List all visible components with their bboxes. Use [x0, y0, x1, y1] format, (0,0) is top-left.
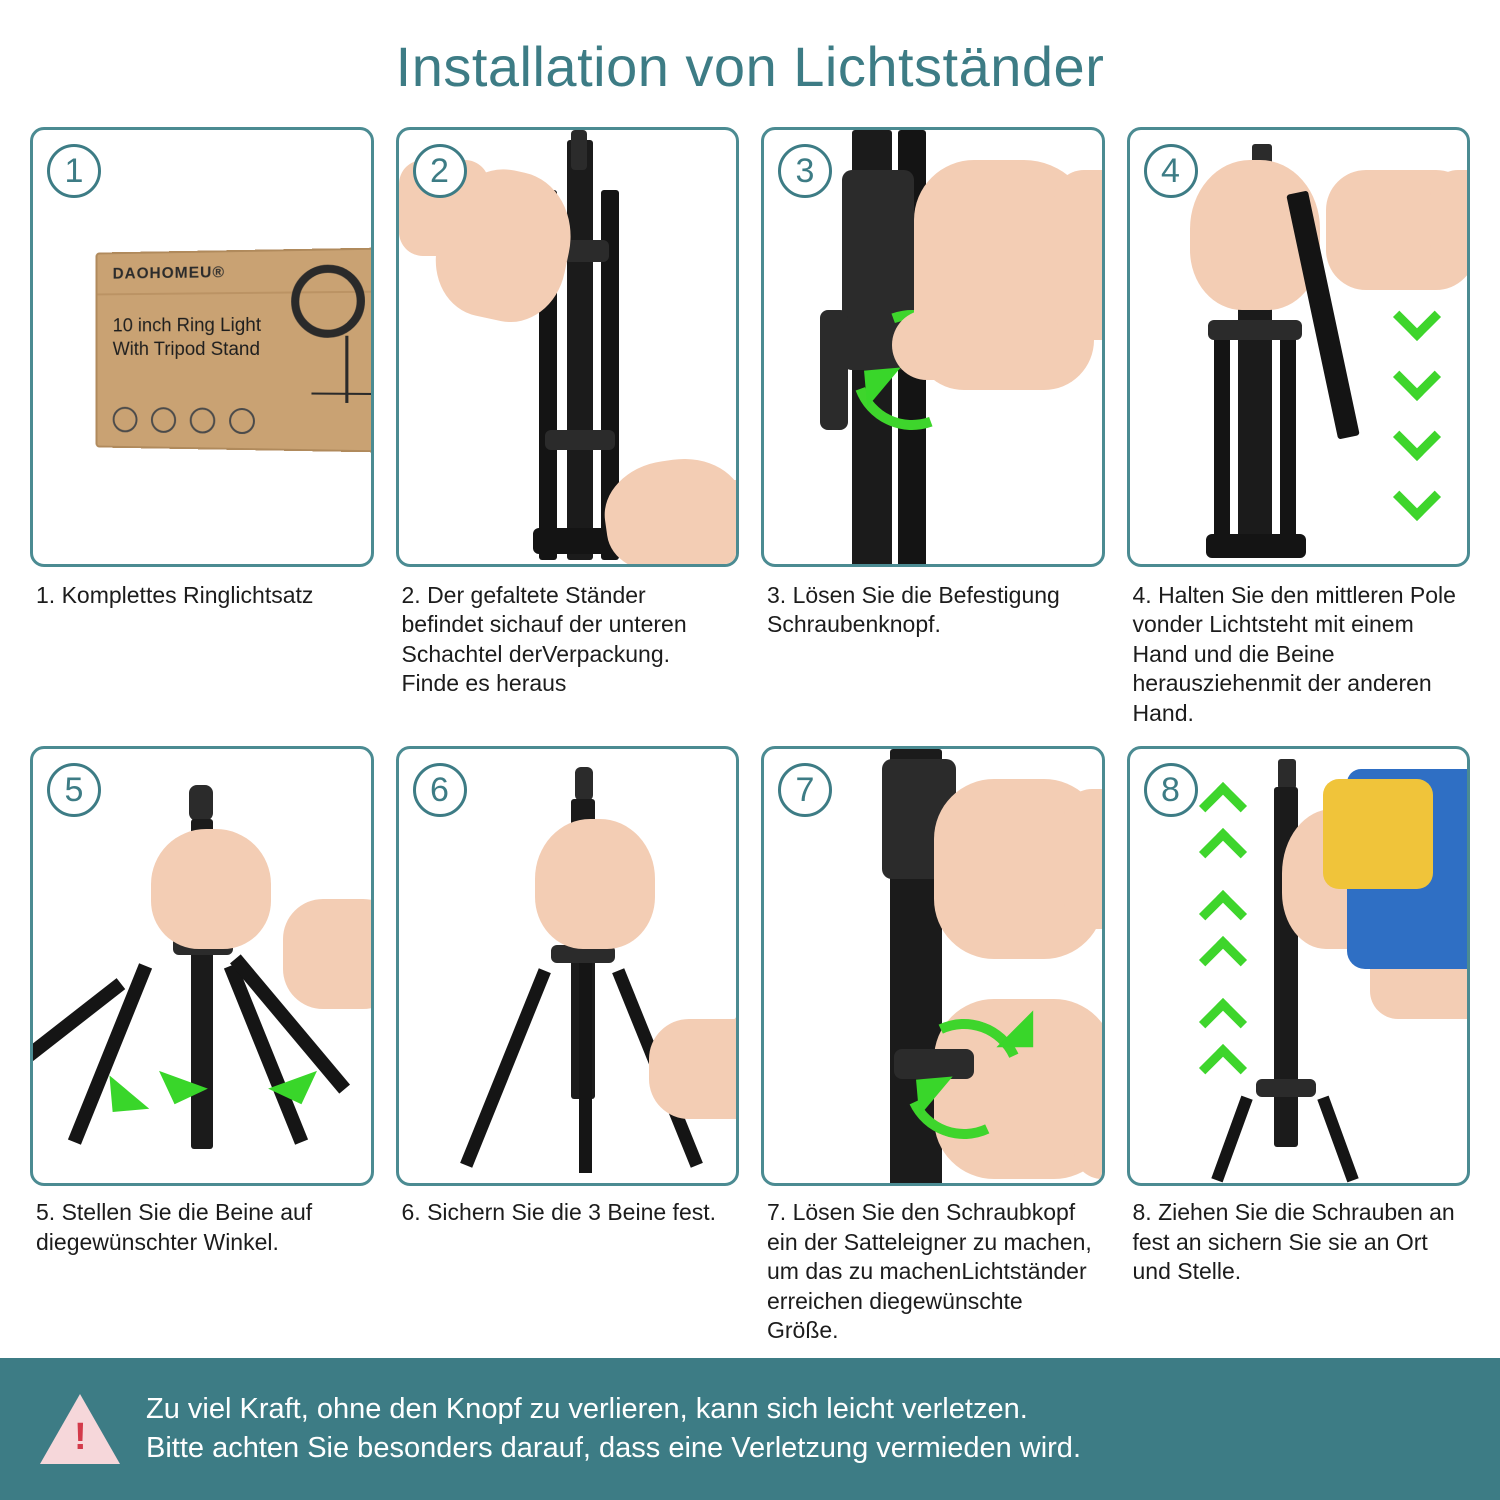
down-chevron-icon: [1392, 473, 1440, 521]
page-title: Installation von Lichtständer: [395, 35, 1105, 98]
step-caption-4: 4. Halten Sie den mittleren Pole vonder Lichtsteht mit einem Hand und die Beine herausziehenmit der anderen Hand.: [1132, 582, 1456, 726]
step-illustration-4: [1127, 127, 1471, 567]
hand-holding-column: [151, 829, 271, 949]
forearm-lower: [699, 480, 740, 567]
feature-icon-colors: [113, 407, 138, 433]
step-illustration-6: [396, 746, 740, 1186]
up-chevron-icon: [1198, 782, 1246, 830]
step-illustration-3: [761, 127, 1105, 567]
tripod-foot-plate: [1206, 534, 1306, 558]
tripod-collar: [1208, 320, 1302, 340]
down-chevron-icon: [1392, 353, 1440, 401]
step-number-badge: 8: [1144, 763, 1198, 817]
warning-bar: [0, 1358, 1500, 1500]
tripod-leg-center: [579, 963, 592, 1173]
forearm-upper: [1064, 789, 1105, 929]
step-number-badge: 7: [778, 763, 832, 817]
forearm: [1054, 170, 1105, 340]
tripod-column: [567, 140, 593, 560]
tripod-leg-left: [1214, 330, 1230, 556]
step-card-1: [30, 127, 374, 728]
tripod-leg-left: [1211, 1096, 1252, 1183]
up-chevron-icon: [1198, 890, 1246, 938]
box-product-line-2: With Tripod Stand: [112, 338, 260, 360]
step-card-7: [761, 746, 1105, 1345]
steps-grid-row-1: [0, 99, 1500, 728]
feature-icon-usb-power: [190, 407, 216, 433]
step-illustration-1: [30, 127, 374, 567]
step-card-6: [396, 746, 740, 1345]
step-number-badge: 4: [1144, 144, 1198, 198]
spread-arrow-outer-left: [93, 1076, 150, 1129]
up-chevron-icon: [1198, 1044, 1246, 1092]
product-box: [96, 247, 374, 452]
feature-icon-brightness: [151, 407, 176, 433]
down-chevron-icon: [1392, 293, 1440, 341]
step-caption-8: 8. Ziehen Sie die Schrauben an fest an sichern Sie sie an Ort und Stelle.: [1132, 1199, 1455, 1285]
hand-holding-column: [535, 819, 655, 949]
tripod-screw-head: [1278, 759, 1296, 789]
thumb: [892, 310, 972, 380]
box-feature-icons: [113, 407, 255, 435]
feature-icon-desktop-stand: [229, 408, 255, 434]
down-chevron-icon: [1392, 413, 1440, 461]
step-card-4: [1127, 127, 1471, 728]
step-caption-2: 2. Der gefaltete Ständer befindet sichauf der unteren Schachtel derVerpackung. Finde es heraus: [401, 582, 687, 697]
step-illustration-7: [761, 746, 1105, 1186]
step-illustration-5: [30, 746, 374, 1186]
hand-securing-leg: [649, 1019, 740, 1119]
step-caption-6: 6. Sichern Sie die 3 Beine fest.: [401, 1199, 717, 1226]
step-card-2: [396, 127, 740, 728]
step-number-badge: 1: [47, 144, 101, 198]
step-caption-3: 3. Lösen Sie die Befestigung Schraubenknopf.: [767, 582, 1060, 638]
box-brand-label: DAOHOMEU®: [112, 264, 226, 283]
step-number-badge: 3: [778, 144, 832, 198]
warning-triangle-icon: [40, 1394, 120, 1464]
box-product-line-1: 10 inch Ring Light: [112, 314, 262, 337]
warning-line-2: Bitte achten Sie besonders darauf, dass eine Verletzung vermieden wird.: [146, 1432, 1081, 1464]
step-caption-7: 7. Lösen Sie den Schraubkopf ein der Satteleigner zu machen, um das zu machenLichtständer erreichen diegewünschte Größe.: [767, 1199, 1092, 1343]
warning-line-1: Zu viel Kraft, ohne den Knopf zu verlieren, kann sich leicht verletzen.: [146, 1392, 1028, 1425]
step-caption-5: 5. Stellen Sie die Beine auf diegewünschter Winkel.: [36, 1199, 313, 1255]
locking-lever: [820, 310, 848, 430]
step-number-badge: 2: [413, 144, 467, 198]
tripod-collar-lower: [545, 430, 615, 450]
box-product-title: [113, 314, 261, 362]
tripod-leg-left: [460, 968, 551, 1168]
step-card-8: [1127, 746, 1471, 1345]
step-illustration-8: [1127, 746, 1471, 1186]
warning-text: [146, 1390, 1081, 1468]
tripod-screw-head: [571, 130, 587, 170]
tripod-legs-icon: [311, 393, 373, 396]
forearm: [1430, 170, 1471, 270]
step-card-5: [30, 746, 374, 1345]
steps-grid-row-2: [0, 728, 1500, 1345]
ball-head: [575, 767, 593, 801]
step-caption-1: 1. Komplettes Ringlichtsatz: [36, 582, 314, 608]
step-number-badge: 6: [413, 763, 467, 817]
up-chevron-icon: [1198, 998, 1246, 1046]
ball-head: [189, 785, 213, 821]
ring-light-icon: [291, 264, 365, 338]
up-chevron-icon: [1198, 828, 1246, 876]
up-chevron-icon: [1198, 936, 1246, 984]
forearm-lower: [1074, 1049, 1105, 1179]
tripod-leg-right: [1280, 330, 1296, 556]
hand-adjusting-leg: [283, 899, 374, 1009]
step-card-3: [761, 127, 1105, 728]
step-number-badge: 5: [47, 763, 101, 817]
tripod-leg-right: [1317, 1096, 1358, 1183]
person-sleeve: [1323, 779, 1433, 889]
tripod-collar: [1256, 1079, 1316, 1097]
step-illustration-2: [396, 127, 740, 567]
